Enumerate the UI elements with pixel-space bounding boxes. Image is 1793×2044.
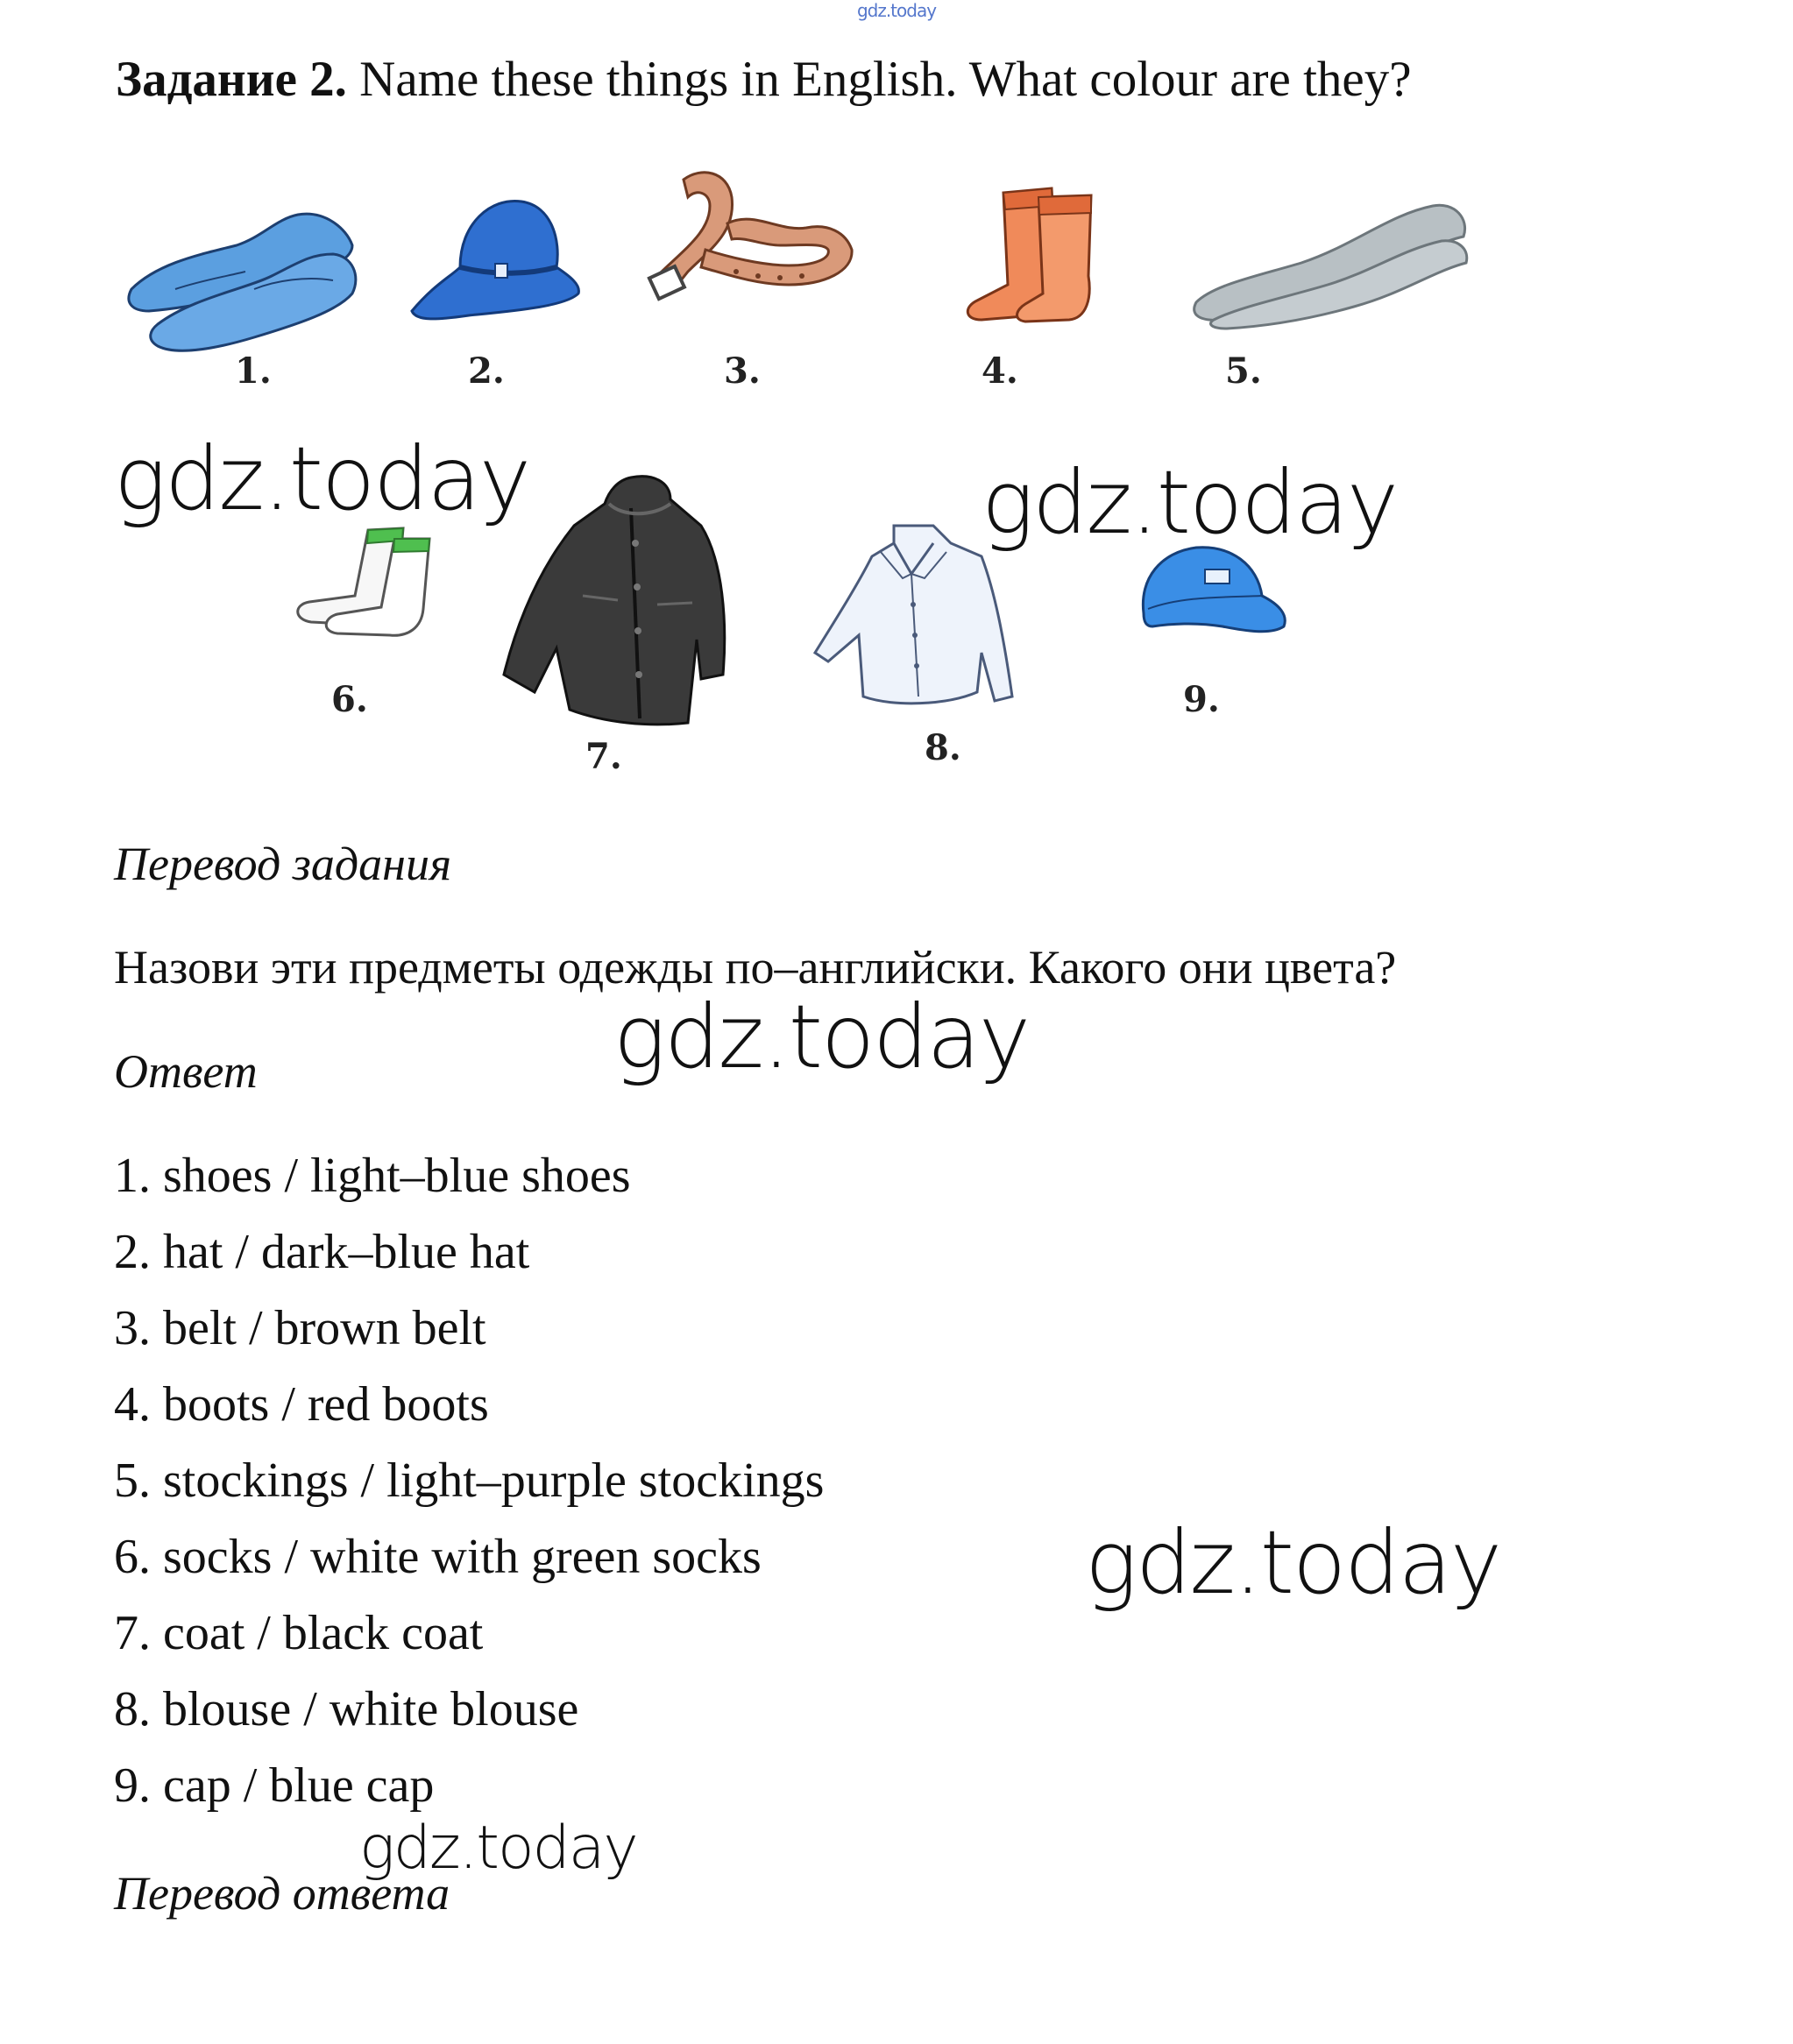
answer-item: 2. hat / dark–blue hat (114, 1225, 530, 1279)
answer-heading: Ответ (114, 1045, 258, 1098)
answer-item: 4. boots / red boots (114, 1377, 489, 1432)
answer-item: 3. belt / brown belt (114, 1301, 486, 1355)
hat-illustration (408, 188, 583, 329)
answer-item: 8. blouse / white blouse (114, 1682, 579, 1736)
watermark: gdz.today (982, 451, 1398, 554)
item-number-7: 7. (585, 736, 622, 777)
cap-illustration (1139, 543, 1288, 648)
site-mark[interactable]: gdz.today (856, 0, 937, 21)
coat-illustration (500, 473, 732, 727)
task-title (116, 51, 1412, 108)
answer-translation-heading: Перевод ответа (114, 1867, 450, 1920)
watermark: gdz.today (114, 428, 530, 530)
translation-text: Назови эти предметы одежды по–английски. Какого они цвета? (114, 941, 1397, 994)
watermark: gdz.today (1085, 1511, 1501, 1614)
socks-illustration (285, 521, 443, 644)
item-number-5: 5. (1225, 350, 1262, 392)
item-number-3: 3. (724, 350, 761, 392)
item-number-8: 8. (925, 727, 961, 768)
item-number-9: 9. (1183, 679, 1220, 720)
boots-illustration (929, 180, 1104, 329)
answer-item: 7. coat / black coat (114, 1606, 484, 1660)
stockings-illustration (1187, 188, 1477, 329)
watermark: gdz.today (613, 986, 1030, 1088)
answer-item: 1. shoes / light–blue shoes (114, 1149, 631, 1203)
watermark: gdz.today (359, 1814, 637, 1883)
answer-item: 9. cap / blue cap (114, 1758, 435, 1813)
answer-item: 6. socks / white with green socks (114, 1530, 762, 1584)
shoes-illustration (123, 193, 359, 359)
task-text: Name these things in English. What colour are they? (346, 52, 1412, 107)
belt-illustration (648, 162, 859, 311)
translation-heading: Перевод задания (114, 838, 452, 890)
item-number-1: 1. (235, 350, 272, 392)
item-number-4: 4. (982, 350, 1018, 392)
task-label: Задание 2. (116, 52, 347, 107)
answer-item: 5. stockings / light–purple stockings (114, 1453, 825, 1508)
item-number-2: 2. (468, 350, 505, 392)
item-number-6: 6. (331, 679, 368, 720)
